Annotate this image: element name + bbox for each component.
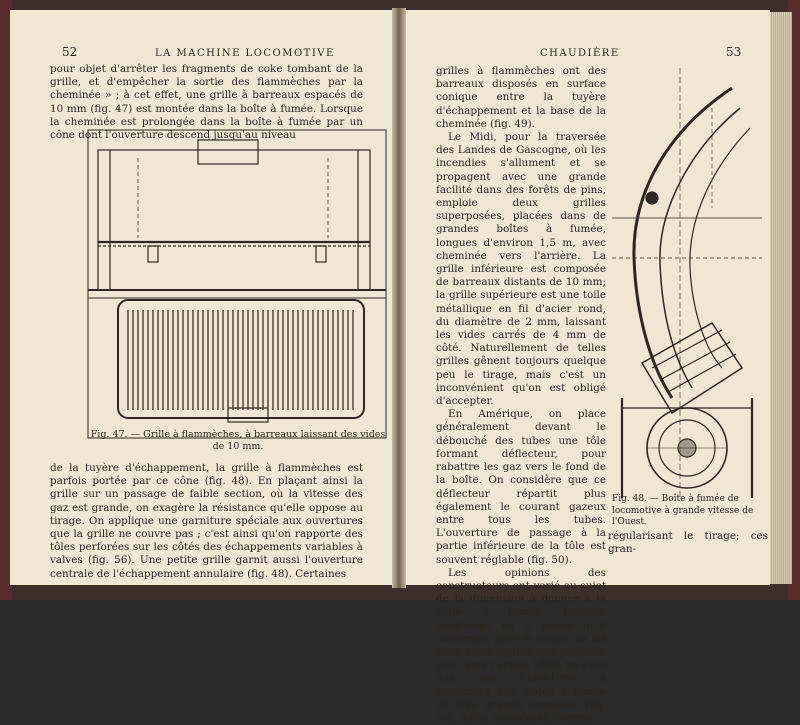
page-stack-edge bbox=[770, 12, 792, 584]
figure-47-caption: Fig. 47. — Grille à flammèches, à barreaux laissant des vides de 10 mm. bbox=[90, 429, 386, 452]
grille-bars bbox=[128, 310, 353, 410]
right-running-head: CHAUDIÈRE bbox=[540, 48, 620, 59]
left-bottom-paragraph: de la tuyère d'échappement, la grille à flammèches est parfois portée par ce cône (fig. 48). En plaçant ainsi la grille sur un passage de faible section, où la vitesse des gaz est grande, on exagère la résistance qu'elle oppose au tirage. On applique une garniture spéciale aux ouvertures que la grille ne couvre pas ; c'est ainsi qu'on rapporte des tôles perforées sur les côtés des échappements variables à valves (fig. 56). Une petite grille garnit aussi l'ouverture centrale de l'échappement annulaire (fig. 48). Certaines bbox=[50, 462, 363, 580]
right-paragraph-1: grilles à flammèches ont des barreaux disposés en surface conique entre la tuyère d'échappement et la base de la cheminée (fig. 49). bbox=[436, 65, 606, 130]
figure-48-smokebox bbox=[612, 68, 762, 498]
book-gutter bbox=[392, 8, 406, 588]
right-text-column bbox=[436, 65, 606, 725]
smokebox-upper bbox=[98, 150, 370, 290]
right-page bbox=[400, 10, 770, 724]
right-paragraph-3: En Amérique, on place généralement devant le débouché des tubes une tôle formant déflecteur, pour rabattre les gaz vers le fond de la boîte. On considère que ce déflecteur répartit plus également le courant gazeux entre tous les tubes. L'ouverture de passage à la partie inférieure de la tôle est souvent réglable (fig. 50). bbox=[436, 408, 606, 566]
right-page-number: 53 bbox=[726, 45, 742, 59]
left-page bbox=[10, 10, 395, 585]
chimney-base bbox=[198, 140, 258, 164]
right-paragraph-4: Les opinions des constructeurs ont varié au sujet de la dimension à donner à la boîte à fumée. Pendant longtemps on a pensé qu'il convenait, pour le tirage, de les faire aussi petites que possible; puis, vers l'année 1880, on s'est mis, aux États-Unis, à construire des boîtes à fumée de très grande longueur (fig. 50), qu'on considérait comme bbox=[436, 566, 606, 724]
figure-47-spark-grid bbox=[88, 128, 388, 440]
right-bottom-line: régularisant le tirage; ces gran- bbox=[608, 530, 768, 556]
figure-48-caption: Fig. 48. — Boîte à fumée de locomotive à grande vitesse de l'Ouest. bbox=[612, 494, 754, 527]
left-running-head: LA MACHINE LOCOMOTIVE bbox=[155, 48, 335, 59]
grille-frame bbox=[118, 300, 364, 418]
left-bottom-text bbox=[50, 462, 363, 581]
left-top-paragraph: pour objet d'arrêter les fragments de coke tombant de la grille, et d'empêcher la sortie des flammèches par la cheminée » ; à cet effet, une grille à barreaux espacés de 10 mm (fig. 47) est montée dans la boîte à fumée. Lorsque la cheminée est prolongée dans la boîte à fumée par un cône dont l'ouverture descend jusqu'au niveau bbox=[50, 63, 363, 142]
left-page-number: 52 bbox=[62, 45, 78, 59]
right-paragraph-2: Le Midi, pour la traversée des Landes de Gascogne, où les incendies s'allument et se propagent avec une grande facilité dans des forêts de pins, emploie deux grilles superposées, placées dans de grandes boîtes à fumée, longues d'environ 1,5 m, avec cheminée vers l'arrière. La grille inférieure est composée de barreaux distants de 10 mm; la grille supérieure est une toile métallique en fil d'acier rond, du diamètre de 2 mm, laissant les vides carrés de 4 mm de côté. Naturellement de telles grilles gênent toujours quelque peu le tirage, mais c'est un inconvénient qu'on est obligé d'accepter. bbox=[436, 131, 606, 408]
